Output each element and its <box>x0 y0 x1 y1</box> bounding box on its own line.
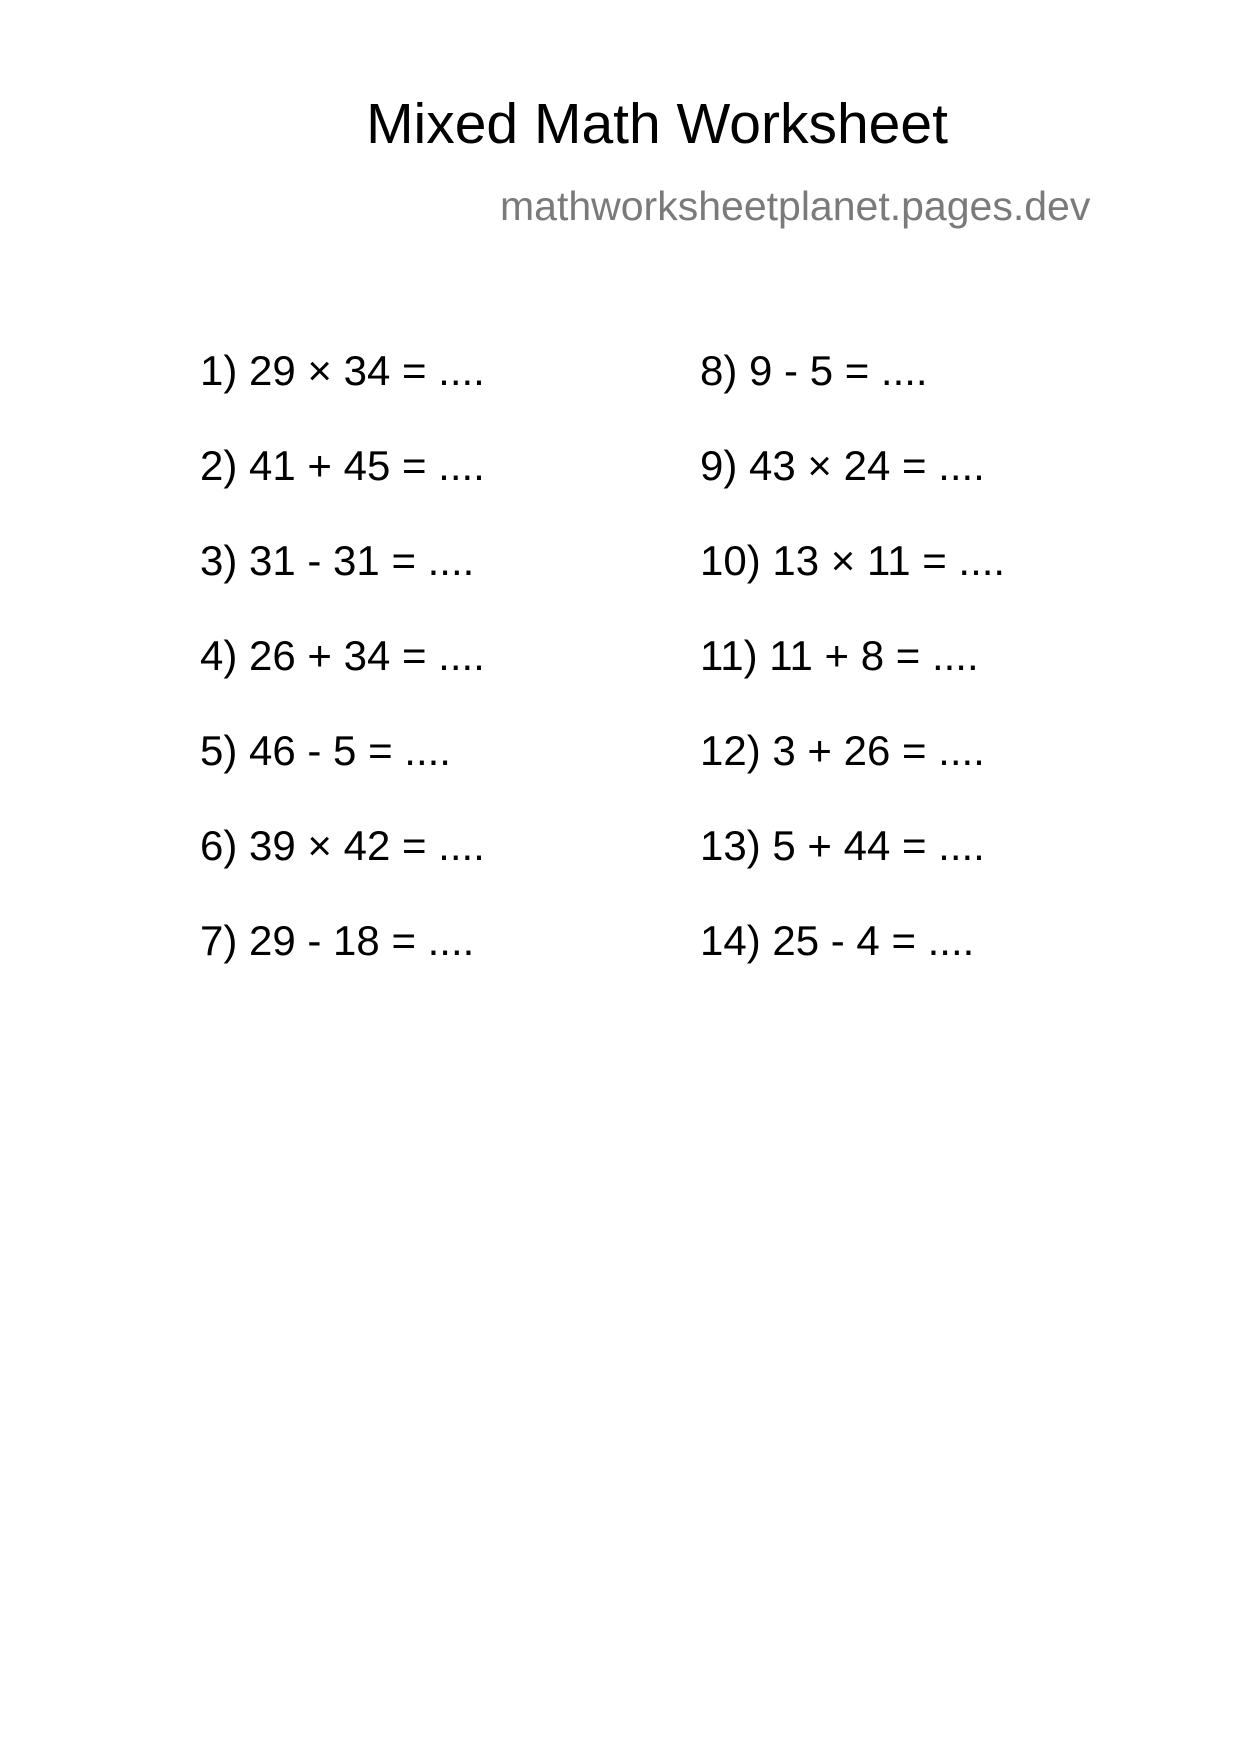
page-title: Mixed Math Worksheet <box>366 92 948 156</box>
problem-item: 2) 41 + 45 = .... <box>200 442 485 489</box>
problem-item: 3) 31 - 31 = .... <box>200 537 475 584</box>
problem-item: 14) 25 - 4 = .... <box>700 917 975 964</box>
problem-item: 8) 9 - 5 = .... <box>700 347 928 394</box>
problem-grid <box>0 347 1240 990</box>
problem-item: 1) 29 × 34 = .... <box>200 347 485 394</box>
problem-item: 7) 29 - 18 = .... <box>200 917 475 964</box>
problem-item: 4) 26 + 34 = .... <box>200 632 485 679</box>
problem-item: 11) 11 + 8 = .... <box>700 632 979 679</box>
problem-item: 12) 3 + 26 = .... <box>700 727 985 774</box>
problem-item: 10) 13 × 11 = .... <box>700 537 1006 584</box>
problem-column-left <box>200 347 485 1015</box>
problem-column-right <box>700 347 1006 1015</box>
problem-item: 5) 46 - 5 = .... <box>200 727 451 774</box>
website-url: mathworksheetplanet.pages.dev <box>500 183 1091 229</box>
problem-item: 6) 39 × 42 = .... <box>200 822 485 869</box>
problem-item: 9) 43 × 24 = .... <box>700 442 985 489</box>
problem-item: 13) 5 + 44 = .... <box>700 822 985 869</box>
